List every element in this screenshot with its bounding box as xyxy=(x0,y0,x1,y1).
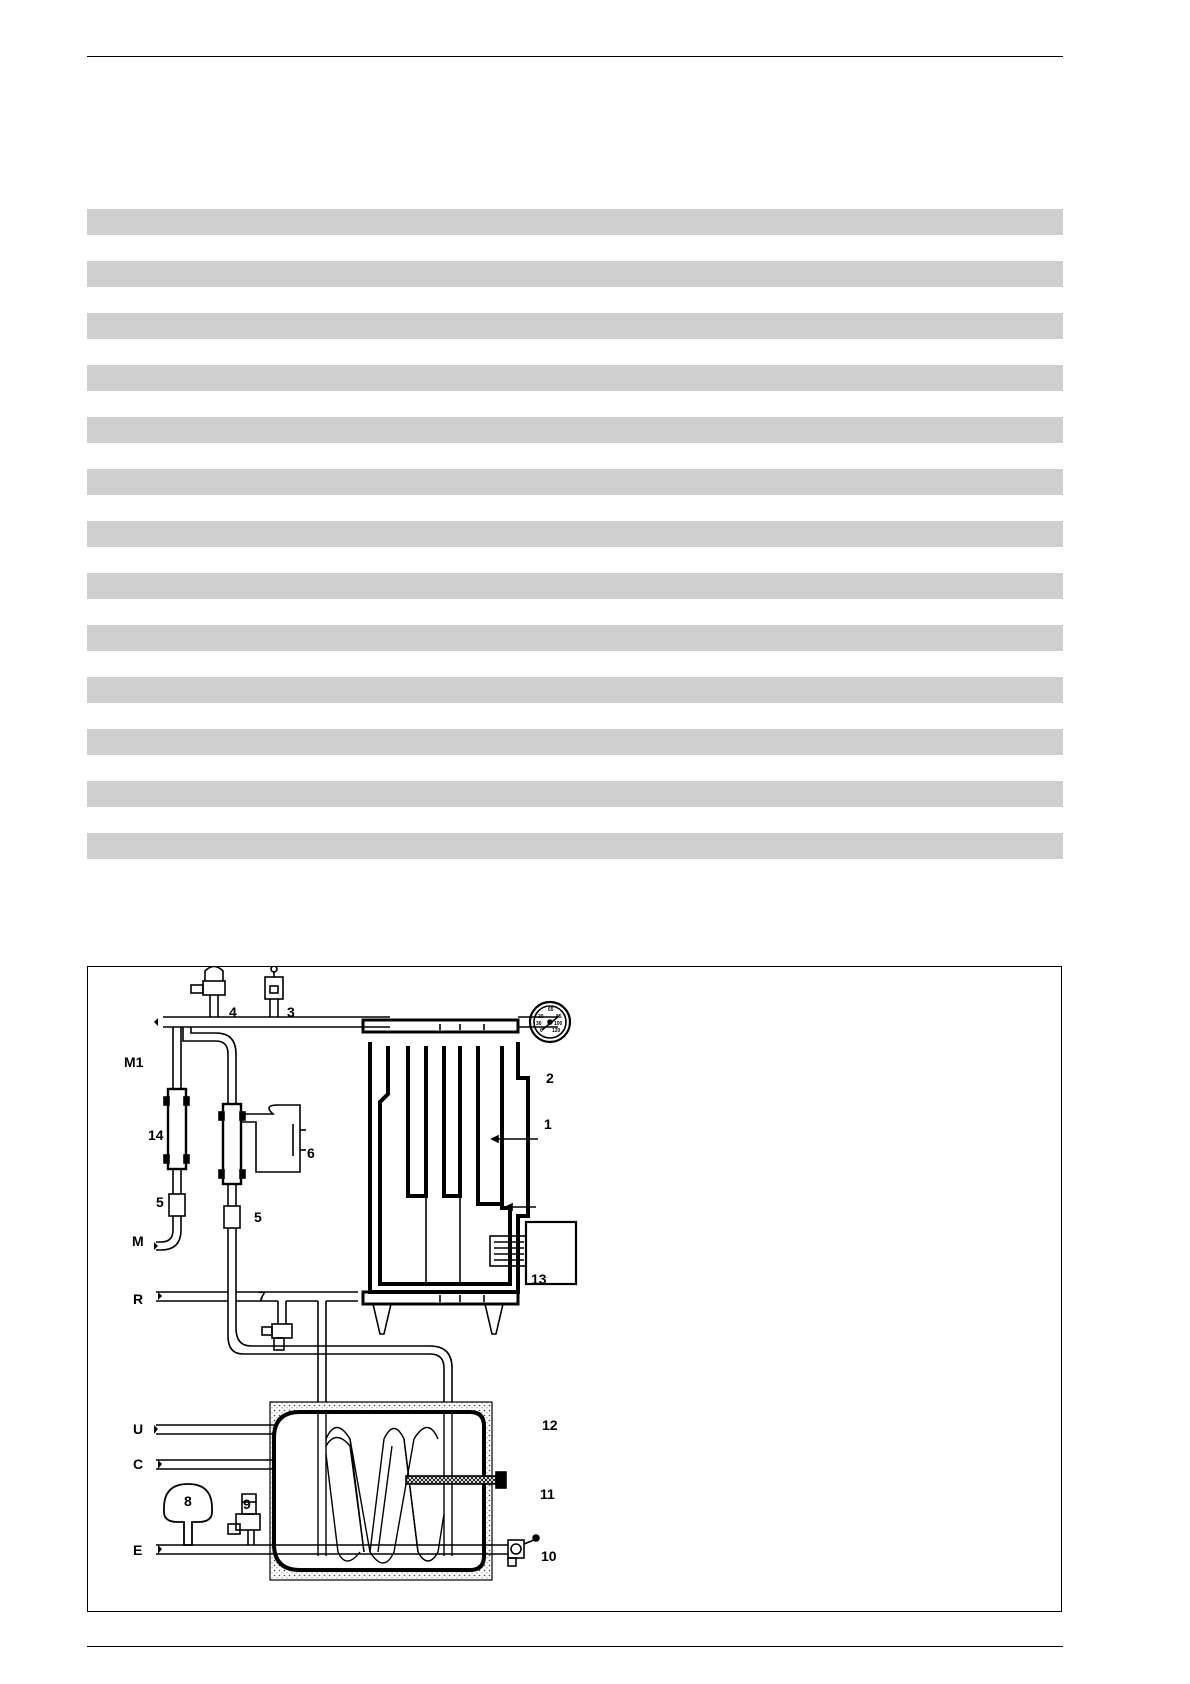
callout-8: 8 xyxy=(184,1493,192,1509)
placeholder-bar xyxy=(87,417,1063,443)
callout-13: 13 xyxy=(531,1271,547,1287)
connection-labels xyxy=(124,1054,144,1558)
boiler-body xyxy=(363,1020,528,1304)
gauge-mark: 30 xyxy=(536,1021,542,1027)
placeholder-bar xyxy=(87,781,1063,807)
header-rule xyxy=(87,56,1063,57)
gauge-mark: 65 xyxy=(548,1007,554,1013)
dhw-loading-line xyxy=(183,1027,245,1336)
connection-arrows xyxy=(154,1018,162,1554)
callout-1: 1 xyxy=(544,1116,552,1132)
callout-6: 6 xyxy=(307,1145,315,1161)
figure-frame xyxy=(87,966,1062,1612)
air-vent xyxy=(265,967,283,999)
placeholder-bar xyxy=(87,573,1063,599)
label-e: E xyxy=(133,1542,143,1558)
label-r: R xyxy=(133,1291,144,1307)
gauge-mark: 100 xyxy=(554,1021,563,1027)
callout-5a: 5 xyxy=(156,1194,164,1210)
placeholder-bar xyxy=(87,625,1063,651)
boiler-details xyxy=(373,1024,503,1334)
safety-valve xyxy=(191,967,225,995)
callout-3: 3 xyxy=(287,1004,295,1020)
placeholder-bar xyxy=(87,365,1063,391)
gauge-mark: 85 xyxy=(556,1014,562,1020)
coil-connections xyxy=(228,1328,452,1414)
callout-10: 10 xyxy=(541,1548,557,1564)
placeholder-bar xyxy=(87,209,1063,235)
return-pipe-r xyxy=(156,1292,358,1336)
placeholder-bar xyxy=(87,677,1063,703)
circulation-pump xyxy=(241,1105,306,1172)
gauge-mark: 120 xyxy=(552,1028,561,1034)
heating-system-diagram xyxy=(88,967,1063,1613)
callout-2: 2 xyxy=(546,1070,554,1086)
gauge-mark: 20 xyxy=(538,1014,544,1020)
callout-11: 11 xyxy=(540,1486,555,1502)
label-u: U xyxy=(133,1421,144,1437)
callout-4: 4 xyxy=(229,1004,237,1020)
callout-9: 9 xyxy=(243,1496,251,1512)
placeholder-bar xyxy=(87,469,1063,495)
label-m: M xyxy=(132,1233,144,1249)
placeholder-bar xyxy=(87,313,1063,339)
placeholder-bar xyxy=(87,521,1063,547)
gauge-mark: 0 xyxy=(540,1028,543,1034)
callout-7: 7 xyxy=(258,1288,266,1304)
drain-valve xyxy=(508,1535,539,1566)
label-m1: M1 xyxy=(124,1054,144,1070)
placeholder-bar xyxy=(87,833,1063,859)
drain-cock xyxy=(262,1301,292,1350)
arrow-12 xyxy=(492,1136,498,1142)
placeholder-bar xyxy=(87,729,1063,755)
label-c: C xyxy=(133,1456,144,1472)
callout-5b: 5 xyxy=(254,1209,262,1225)
placeholder-bar xyxy=(87,261,1063,287)
footer-rule xyxy=(87,1646,1063,1647)
callout-12: 12 xyxy=(542,1417,558,1433)
callout-14: 14 xyxy=(148,1127,164,1143)
